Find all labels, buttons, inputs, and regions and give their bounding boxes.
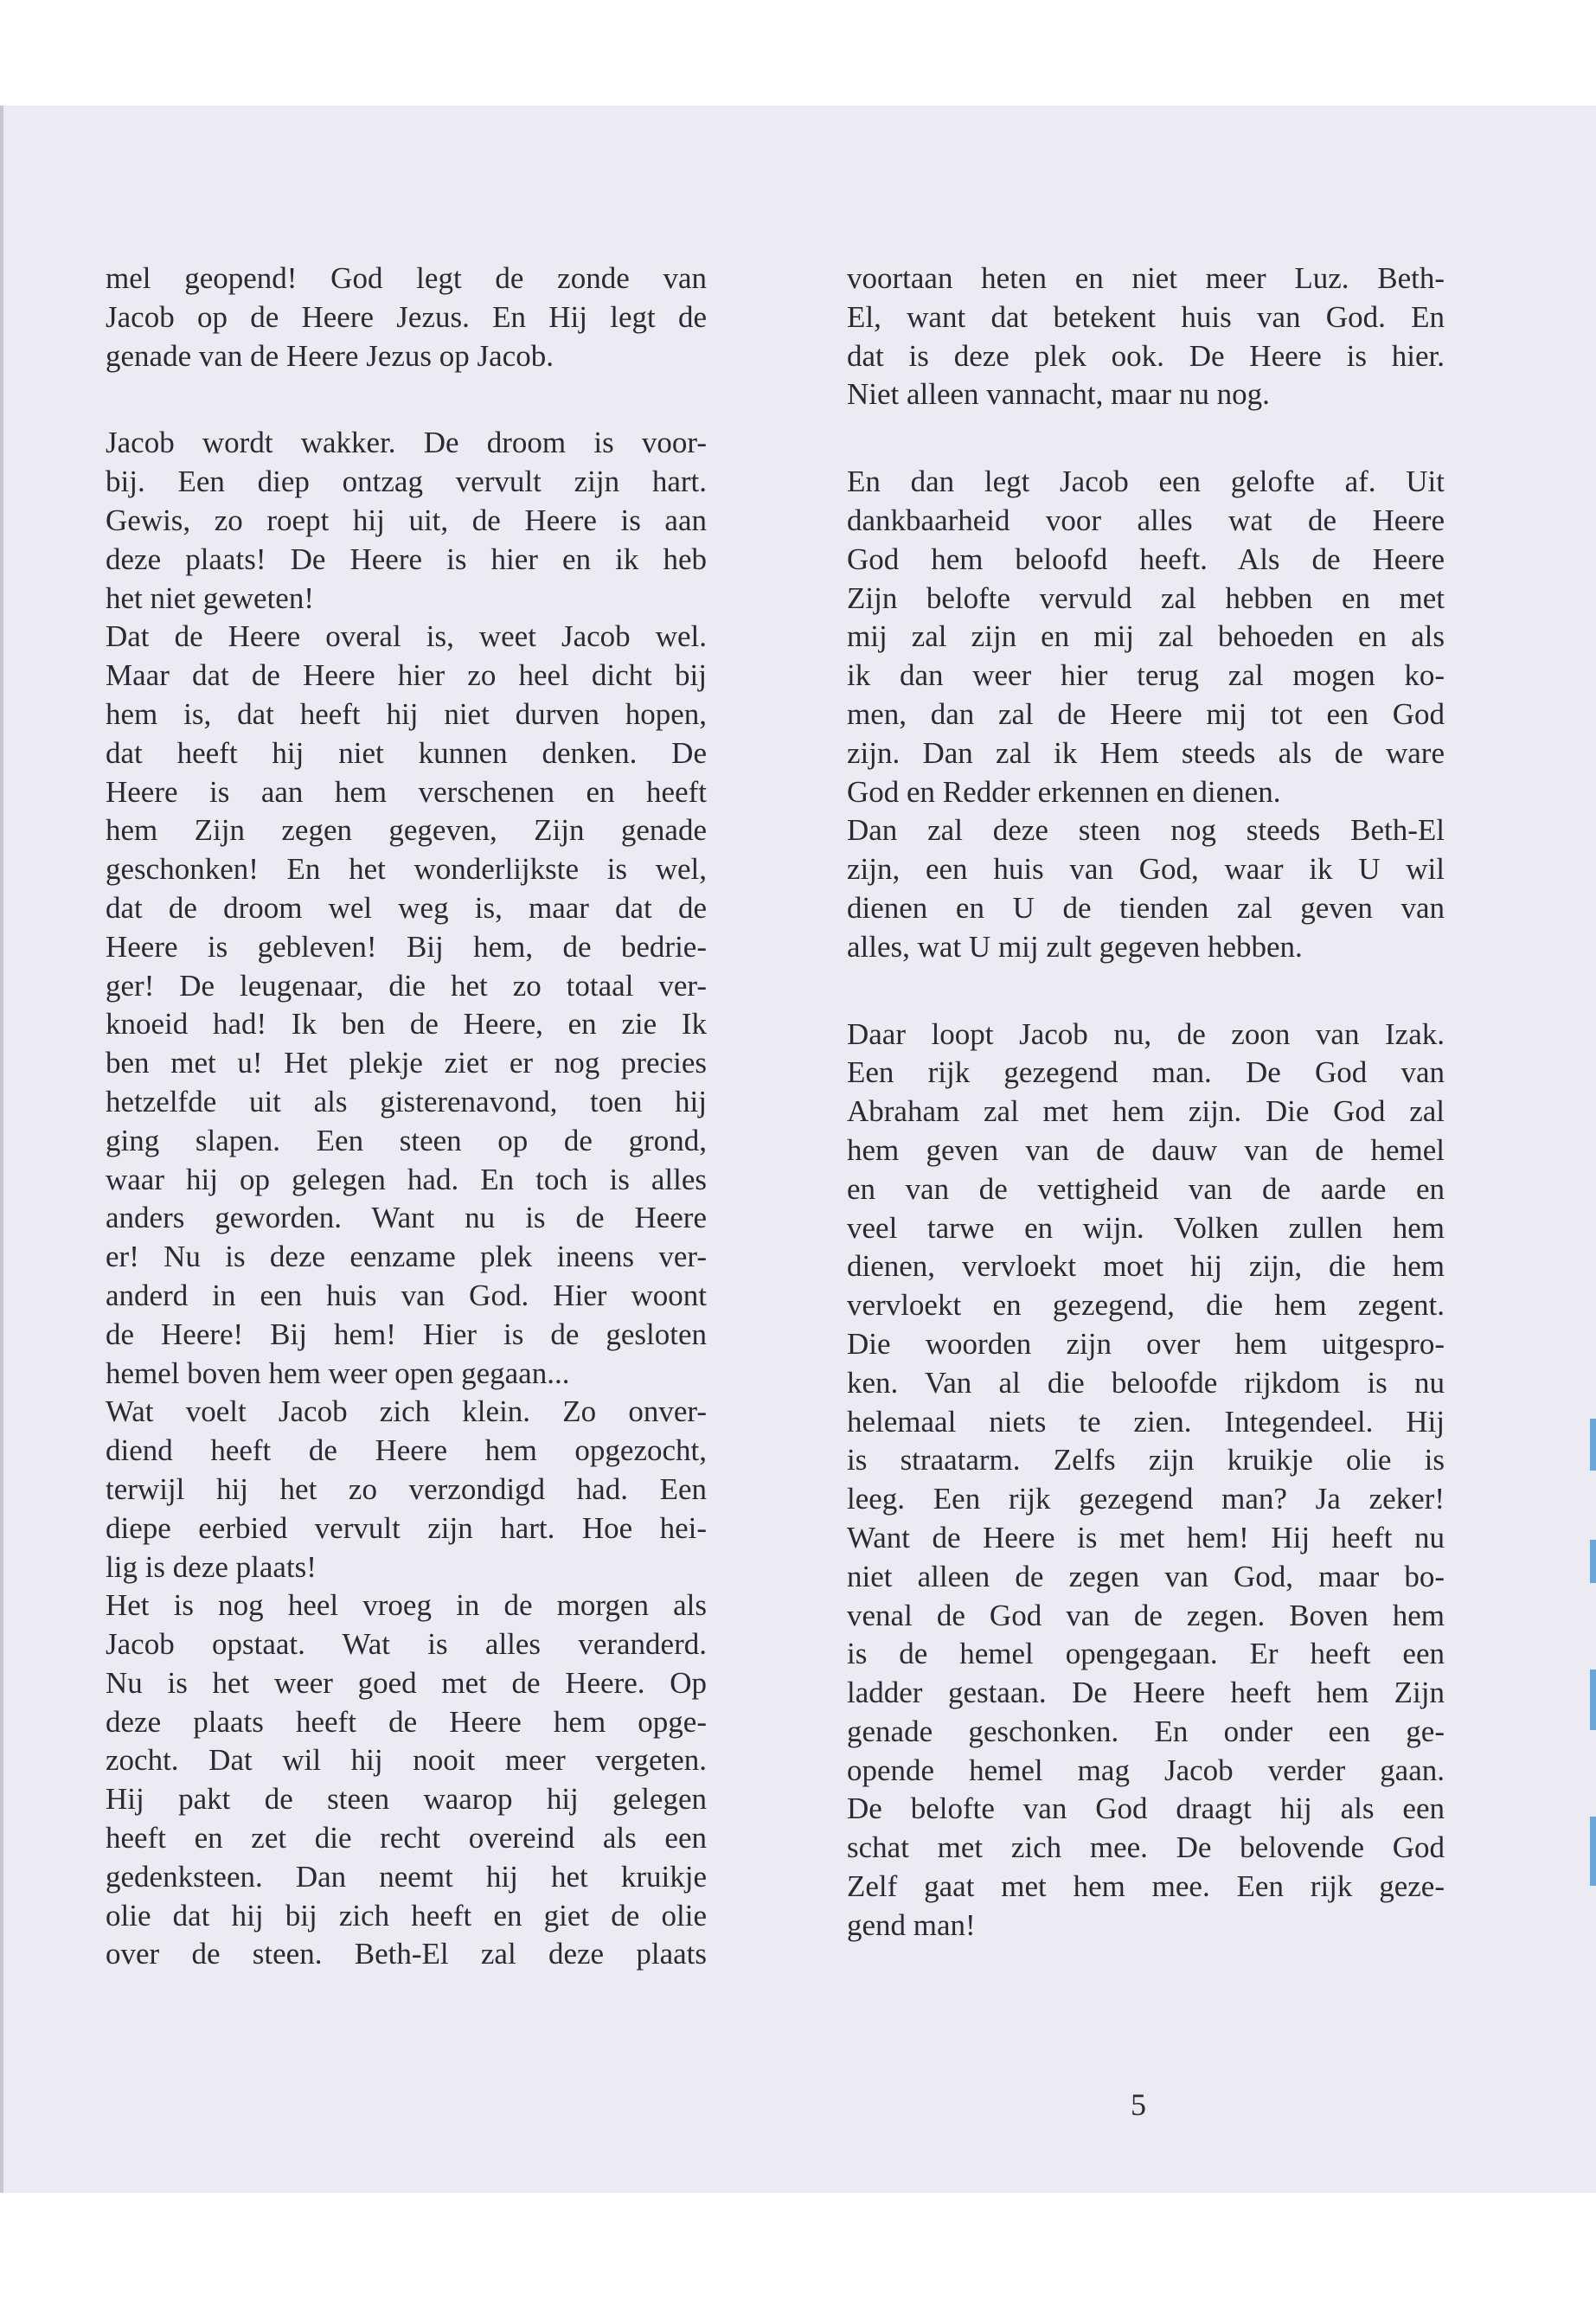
text-line: hetzelfde uit als gisterenavond, toen hij [106,1084,707,1118]
text-line: Die woorden zijn over hem uitgespro- [847,1326,1445,1361]
text-line: is de hemel opengegaan. Er heeft een [847,1637,1445,1671]
paragraph [847,463,1445,811]
paragraph [106,618,707,1393]
text-line: lig is deze plaats! [106,1549,317,1584]
text-line: dienen en U de tienden zal geven van [847,890,1445,925]
adjacent-page-edge [1590,1540,1596,1583]
text-line: Maar dat de Heere hier zo heel dicht bij [106,658,707,693]
text-line: helemaal niets te zien. Integendeel. Hij [847,1404,1445,1439]
text-line: er! Nu is deze eenzame plek ineens ver- [106,1240,707,1274]
text-line: Dat de Heere overal is, weet Jacob wel. [106,619,707,654]
text-line: diend heeft de Heere hem opgezocht, [106,1433,707,1468]
text-line: Heere is aan hem verschenen en heeft [106,774,707,809]
text-line: voortaan heten en niet meer Luz. Beth- [847,261,1445,295]
text-line: anderd in een huis van God. Hier woont [106,1278,707,1312]
text-line: is straatarm. Zelfs zijn kruikje olie is [847,1443,1445,1477]
text-line: Abraham zal met hem zijn. Die God zal [847,1094,1445,1129]
text-line: Gewis, zo roept hij uit, de Heere is aan [106,503,707,537]
text-line: venal de God van de zegen. Boven hem [847,1598,1445,1632]
text-line: De belofte van God draagt hij als een [847,1791,1445,1826]
text-line: dat de droom wel weg is, maar dat de [106,890,707,925]
text-line: vervloekt en gezegend, die hem zegent. [847,1288,1445,1323]
text-line: Een rijk gezegend man. De God van [847,1055,1445,1090]
text-line: ben met u! Het plekje ziet er nog precies [106,1046,707,1080]
adjacent-page-edge [1590,1817,1596,1886]
adjacent-page-edge [1590,1670,1596,1730]
text-line: bij. Een diep ontzag vervult zijn hart. [106,465,707,499]
text-line: waar hij op gelegen had. En toch is alles [106,1162,707,1196]
text-column-left [106,260,707,1974]
paragraph [106,424,707,618]
text-line: Want de Heere is met hem! Hij heeft nu [847,1520,1445,1554]
text-line: genade van de Heere Jezus op Jacob. [106,338,554,373]
text-column-right [847,260,1445,1945]
text-line: de Heere! Bij hem! Hier is de gesloten [106,1317,707,1351]
text-line: En dan legt Jacob een gelofte af. Uit [847,465,1445,499]
text-line: ging slapen. Een steen op de grond, [106,1123,707,1157]
text-line: ken. Van al die beloofde rijkdom is nu [847,1365,1445,1400]
text-line: El, want dat betekent huis van God. En [847,299,1445,334]
text-line: zijn, een huis van God, waar ik U wil [847,852,1445,887]
page-number: 5 [1131,2087,1146,2122]
text-line: Hij pakt de steen waarop hij gelegen [106,1782,707,1817]
text-line: genade geschonken. En onder een ge- [847,1714,1445,1748]
text-line: geschonken! En het wonderlijkste is wel, [106,852,707,887]
text-line: ger! De leugenaar, die het zo totaal ver- [106,968,707,1003]
text-line: olie dat hij bij zich heeft en giet de olie [106,1898,707,1932]
text-line: hem is, dat heeft hij niet durven hopen, [106,696,707,731]
text-line: Zijn belofte vervuld zal hebben en met [847,580,1445,615]
text-line: deze plaats heeft de Heere hem opge- [106,1704,707,1739]
text-line: zocht. Dat wil hij nooit meer vergeten. [106,1743,707,1778]
text-line: gedenksteen. Dan neemt hij het kruikje [106,1859,707,1894]
text-line: God en Redder erkennen en dienen. [847,774,1281,809]
text-line: dat is deze plek ook. De Heere is hier. [847,338,1445,373]
text-line: schat met zich mee. De belovende God [847,1830,1445,1865]
paragraph [847,260,1445,414]
text-line: leeg. Een rijk gezegend man? Ja zeker! [847,1482,1445,1516]
paragraph [847,811,1445,966]
text-line: terwijl hij het zo verzondigd had. Een [106,1471,707,1506]
text-line: mel geopend! God legt de zonde van [106,261,707,295]
text-line: anders geworden. Want nu is de Heere [106,1201,707,1235]
text-line: ik dan weer hier terug zal mogen ko- [847,658,1445,693]
page-binding-edge [0,106,3,2193]
text-line: Zelf gaat met hem mee. Een rijk geze- [847,1869,1445,1904]
text-line: en van de vettigheid van de aarde en [847,1171,1445,1206]
text-line: veel tarwe en wijn. Volken zullen hem [847,1210,1445,1245]
paragraph [847,1016,1445,1945]
text-line: opende hemel mag Jacob verder gaan. [847,1753,1445,1787]
text-line: Jacob op de Heere Jezus. En Hij legt de [106,299,707,334]
text-line: diepe eerbied vervult zijn hart. Hoe hei- [106,1510,707,1545]
text-line: dat heeft hij niet kunnen denken. De [106,735,707,770]
text-line: Het is nog heel vroeg in de morgen als [106,1588,707,1623]
text-line: hemel boven hem weer open gegaan... [106,1356,570,1390]
text-line: ladder gestaan. De Heere heeft hem Zijn [847,1676,1445,1710]
paragraph [106,1586,707,1974]
text-line: hem Zijn zegen gegeven, Zijn genade [106,813,707,848]
text-line: dankbaarheid voor alles wat de Heere [847,503,1445,537]
text-line: Heere is gebleven! Bij hem, de bedrie- [106,929,707,964]
text-line: God hem beloofd heeft. Als de Heere [847,542,1445,576]
text-line: Jacob wordt wakker. De droom is voor- [106,426,707,460]
text-line: over de steen. Beth-El zal deze plaats [106,1937,707,1971]
text-line: men, dan zal de Heere mij tot een God [847,696,1445,731]
text-line: knoeid had! Ik ben de Heere, en zie Ik [106,1007,707,1042]
text-line: Daar loopt Jacob nu, de zoon van Izak. [847,1016,1445,1051]
text-line: heeft en zet die recht overeind als een [106,1821,707,1856]
text-line: Dan zal deze steen nog steeds Beth-El [847,813,1445,848]
text-line: Wat voelt Jacob zich klein. Zo onver- [106,1394,707,1429]
text-line: Jacob opstaat. Wat is alles veranderd. [106,1627,707,1662]
adjacent-page-edge [1590,1419,1596,1471]
text-line: niet alleen de zegen van God, maar bo- [847,1559,1445,1593]
paragraph [106,1393,707,1586]
text-line: gend man! [847,1907,976,1942]
text-line: Nu is het weer goed met de Heere. Op [106,1665,707,1700]
paragraph [106,260,707,375]
text-line: Niet alleen vannacht, maar nu nog. [847,377,1270,412]
text-line: deze plaats! De Heere is hier en ik heb [106,542,707,576]
text-line: het niet geweten! [106,580,315,615]
text-line: zijn. Dan zal ik Hem steeds als de ware [847,735,1445,770]
text-line: alles, wat U mij zult gegeven hebben. [847,929,1303,964]
text-line: hem geven van de dauw van de hemel [847,1132,1445,1167]
text-line: mij zal zijn en mij zal behoeden en als [847,619,1445,654]
text-line: dienen, vervloekt moet hij zijn, die hem [847,1249,1445,1284]
